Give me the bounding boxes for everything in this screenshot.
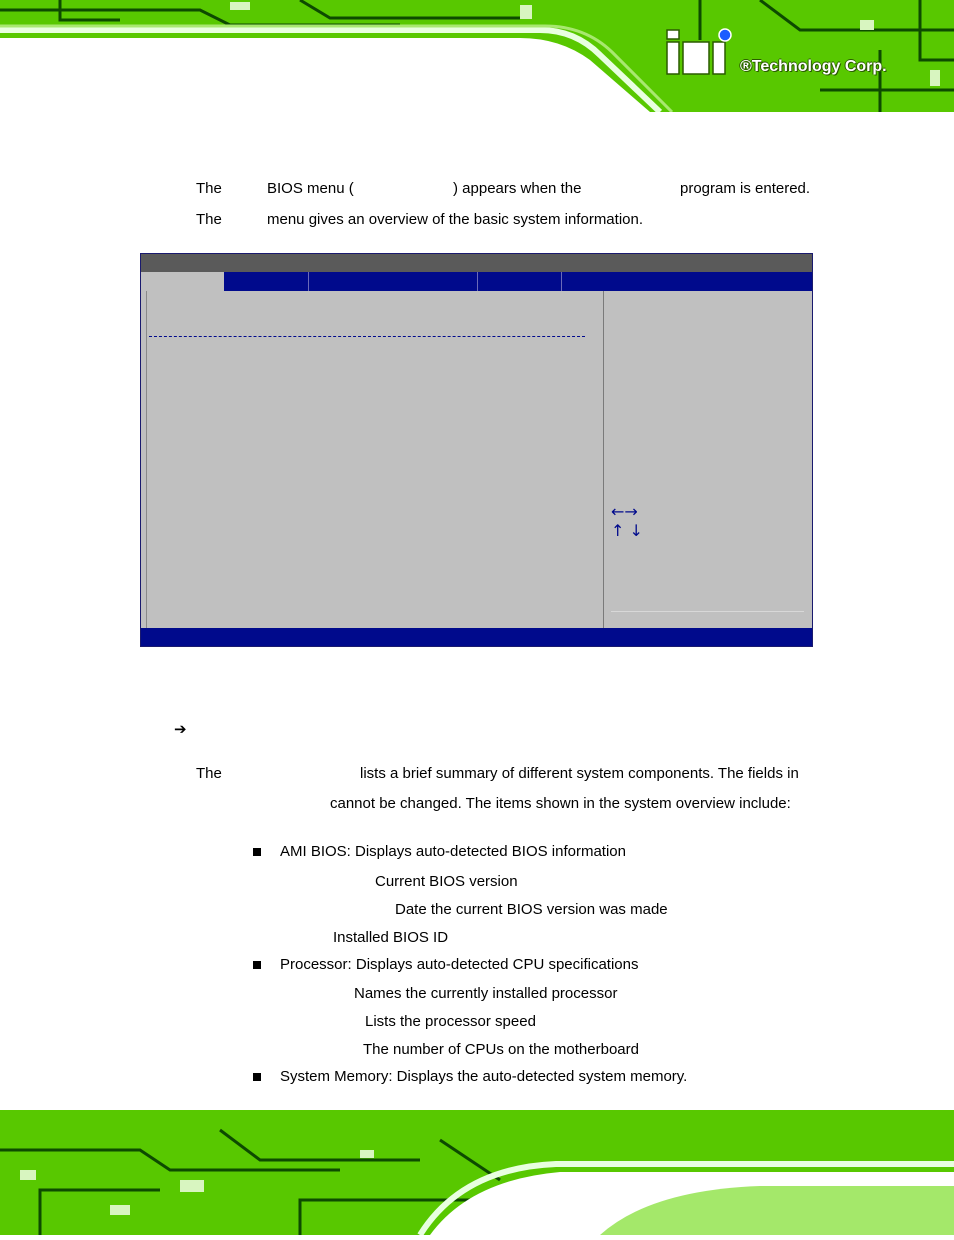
list-ami-date: Date the current BIOS version was made [395, 901, 668, 918]
para1-text: lists a brief summary of different system components. The fields in [360, 765, 799, 782]
bios-tab-4[interactable] [478, 272, 562, 291]
bullet-square-icon [253, 848, 261, 856]
iei-logo [664, 28, 944, 88]
bios-help-divider [611, 611, 804, 612]
list-memory: System Memory: Displays the auto-detected system memory. [280, 1068, 688, 1085]
bios-tab-main[interactable] [141, 272, 224, 291]
bullet-square-icon [253, 1073, 261, 1081]
up-down-arrows-icon: ↑ ↓ [611, 521, 643, 540]
bios-tab-2[interactable] [225, 272, 309, 291]
logo-tagline: ®Technology Corp. [740, 58, 887, 75]
list-proc-type: Names the currently installed processor [354, 985, 618, 1002]
intro-line2-the: The [196, 211, 222, 228]
intro-line1-bios-menu: BIOS menu ( [267, 180, 354, 197]
bios-main-panel [146, 291, 603, 628]
bios-tab-3[interactable] [309, 272, 478, 291]
page-header-banner [0, 0, 954, 112]
bios-footer-bar [141, 628, 812, 646]
intro-line2-overview: menu gives an overview of the basic system information. [267, 211, 644, 228]
left-right-arrows-icon: ←→ [611, 502, 638, 521]
bullet-square-icon [253, 961, 261, 969]
list-ami-version: Current BIOS version [375, 873, 518, 890]
bios-main-menu-screenshot [140, 253, 813, 647]
list-ami-bios: AMI BIOS: Displays auto-detected BIOS information [280, 843, 626, 860]
bios-panel-divider [603, 291, 604, 628]
para2-text: cannot be changed. The items shown in the system overview include: [330, 795, 791, 812]
bios-divider [149, 336, 585, 337]
arrow-right-icon: ➔ [174, 720, 187, 738]
intro-line1-the: The [196, 180, 222, 197]
bios-menu-bar [141, 272, 812, 291]
intro-line1-appears: ) appears when the [453, 180, 582, 197]
intro-line1-program: program is entered. [680, 180, 811, 197]
bios-title-bar [141, 254, 812, 272]
iei-logo-mark [664, 28, 740, 84]
circuit-board-footer-graphic [0, 1110, 954, 1235]
para1-the: The [196, 765, 222, 782]
list-proc-count: The number of CPUs on the motherboard [363, 1041, 639, 1058]
list-proc-speed: Lists the processor speed [365, 1013, 536, 1030]
page-footer-banner [0, 1110, 954, 1235]
list-ami-id: Installed BIOS ID [333, 929, 449, 946]
list-processor: Processor: Displays auto-detected CPU specifications [280, 956, 639, 973]
